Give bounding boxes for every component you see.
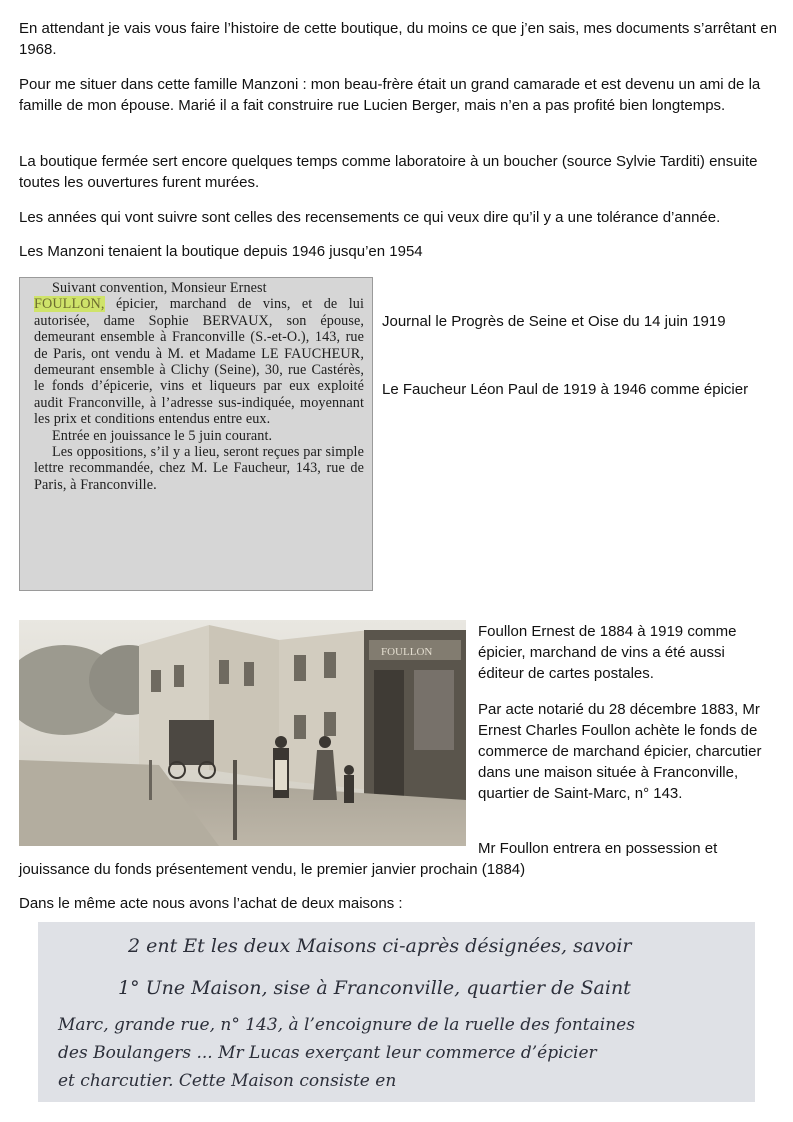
- manuscript-line-3: Marc, grande rue, n° 143, à l’encoignure de la ruelle des fontaines: [58, 1015, 635, 1035]
- shop-sign: FOULLON: [381, 646, 433, 658]
- clipping-body: épicier, marchand de vins, et de lui autorisée, dame Sophie BERVAUX, son épouse, demeurant ensemble à Franconville (S.-et-O.), 143, rue de Paris, ont vendu à M. et Madame LE FAUCHEUR, demeurant ensemble à Clichy (Seine), 30, rue Castérès, le fonds d’épicerie, vins et liqueurs par eux exploité audit Franconville, à l’adresse sus-indiquée, moyennant les prix et conditions entendus entre eux.: [34, 296, 364, 428]
- caption-journal: Journal le Progrès de Seine et Oise du 14 juin 1919: [382, 313, 726, 330]
- street-photo: [19, 620, 466, 846]
- manuscript-line-2: 1° Une Maison, sise à Franconville, quartier de Saint: [118, 977, 631, 999]
- paragraph-census: Les années qui vont suivre sont celles des recensements ce qui veux dire qu’il y a une tolérance d’année.: [19, 209, 721, 226]
- notarial-act: Par acte notarié du 28 décembre 1883, Mr Ernest Charles Foullon achète le fonds de commerce de marchand épicier, charcutier dans une maison située à Franconville, quartier de Saint-Marc, n° 143.: [478, 701, 762, 802]
- paragraph-intro: En attendant je vais vous faire l’histoire de cette boutique, du moins ce que j’en sais, mes documents s’arrêtant en 1968.: [19, 20, 777, 58]
- paragraph-manzoni: Les Manzoni tenaient la boutique depuis 1946 jusqu’en 1954: [19, 243, 423, 260]
- newspaper-clipping: [19, 277, 373, 591]
- manuscript-image: [38, 922, 755, 1102]
- clipping-oppositions: Les oppositions, s’il y a lieu, seront reçues par simple lettre recommandée, chez M. Le Faucheur, 143, rue de Paris, à Franconville.: [34, 444, 364, 493]
- paragraph-butcher: La boutique fermée sert encore quelques temps comme laboratoire à un boucher (source Sylvie Tarditi) ensuite toutes les ouvertures furent murées.: [19, 153, 758, 191]
- possession-line2: jouissance du fonds présentement vendu, le premier janvier prochain (1884): [19, 861, 526, 878]
- clipping-highlighted-name: FOULLON,: [34, 296, 105, 313]
- manuscript-excerpt: [38, 922, 755, 1102]
- caption-faucheur: Le Faucheur Léon Paul de 1919 à 1946 comme épicier: [382, 381, 749, 398]
- clipping-line-1: Suivant convention, Monsieur Ernest: [52, 280, 267, 296]
- paragraph-family: Pour me situer dans cette famille Manzoni : mon beau-frère était un grand camarade et est devenu un ami de la famille de mon épouse. Marié il a fait construire rue Lucien Berger, mais n’en a pas profité bien longtemps.: [19, 76, 761, 114]
- foullon-description: Foullon Ernest de 1884 à 1919 comme épicier, marchand de vins a été aussi éditeur de cartes postales.: [478, 623, 737, 682]
- clipping-entry-date: Entrée en jouissance le 5 juin courant.: [52, 427, 273, 444]
- street-photo-image: [19, 620, 466, 846]
- manuscript-line-4: des Boulangers ... Mr Lucas exerçant leur commerce d’épicier: [58, 1043, 597, 1063]
- possession-line1: Mr Foullon entrera en possession et: [478, 840, 718, 857]
- paragraph-two-houses: Dans le même acte nous avons l’achat de deux maisons :: [19, 895, 403, 912]
- manuscript-line-1: 2 ent Et les deux Maisons ci-après désignées, savoir: [128, 935, 632, 957]
- manuscript-line-5: et charcutier. Cette Maison consiste en: [58, 1071, 397, 1091]
